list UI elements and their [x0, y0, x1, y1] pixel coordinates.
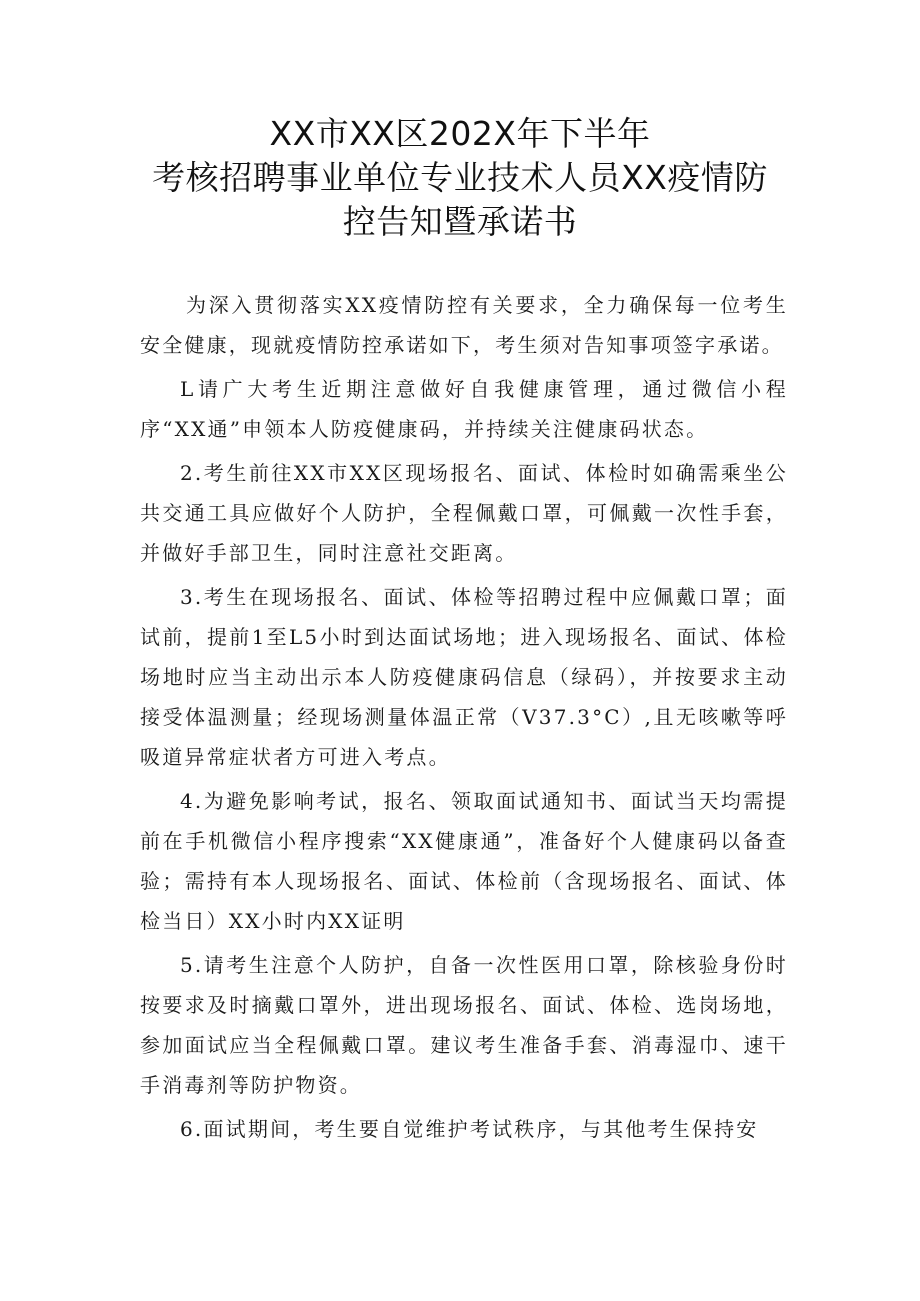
- paragraph-item-1: L请广大考生近期注意做好自我健康管理，通过微信小程序“XX通”申领本人防疫健康码，并持续关注健康码状态。: [140, 377, 788, 441]
- document-title: [0, 112, 920, 244]
- paragraph-item-6: 6.面试期间，考生要自觉维护考试秩序，与其他考生保持安: [180, 1117, 759, 1141]
- paragraph-item-5: 5.请考生注意个人防护，自备一次性医用口罩，除核验身份时按要求及时摘戴口罩外，进出现场报名、面试、体检、选岗场地，参加面试应当全程佩戴口罩。建议考生准备手套、消毒湿巾、速干手消毒剂等防护物资。: [140, 953, 788, 1097]
- paragraph-item-3: 3.考生在现场报名、面试、体检等招聘过程中应佩戴口罩；面试前，提前1至L5小时到达面试场地；进入现场报名、面试、体检场地时应当主动出示本人防疫健康码信息（绿码），并按要求主动接受体温测量；经现场测量体温正常（V37.3°C）,且无咳嗽等呼吸道异常症状者方可进入考点。: [140, 585, 788, 769]
- paragraph-intro: 为深入贯彻落实XX疫情防控有关要求，全力确保每一位考生安全健康，现就疫情防控承诺如下，考生须对告知事项签字承诺。: [140, 293, 788, 357]
- paragraph-item-2: 2.考生前往XX市XX区现场报名、面试、体检时如确需乘坐公共交通工具应做好个人防护，全程佩戴口罩，可佩戴一次性手套，并做好手部卫生，同时注意社交距离。: [140, 461, 788, 565]
- title-line-3: 控告知暨承诺书: [342, 202, 578, 241]
- document-body: [140, 285, 788, 1153]
- paragraph-item-4: 4.为避免影响考试，报名、领取面试通知书、面试当天均需提前在手机微信小程序搜索“XX健康通”，准备好个人健康码以备查验；需持有本人现场报名、面试、体检前（含现场报名、面试、体检当日）XX小时内XX证明: [140, 789, 788, 933]
- title-line-2: 考核招聘事业单位专业技术人员XX疫情防: [152, 158, 768, 197]
- title-line-1: XX市XX区202X年下半年: [269, 114, 651, 153]
